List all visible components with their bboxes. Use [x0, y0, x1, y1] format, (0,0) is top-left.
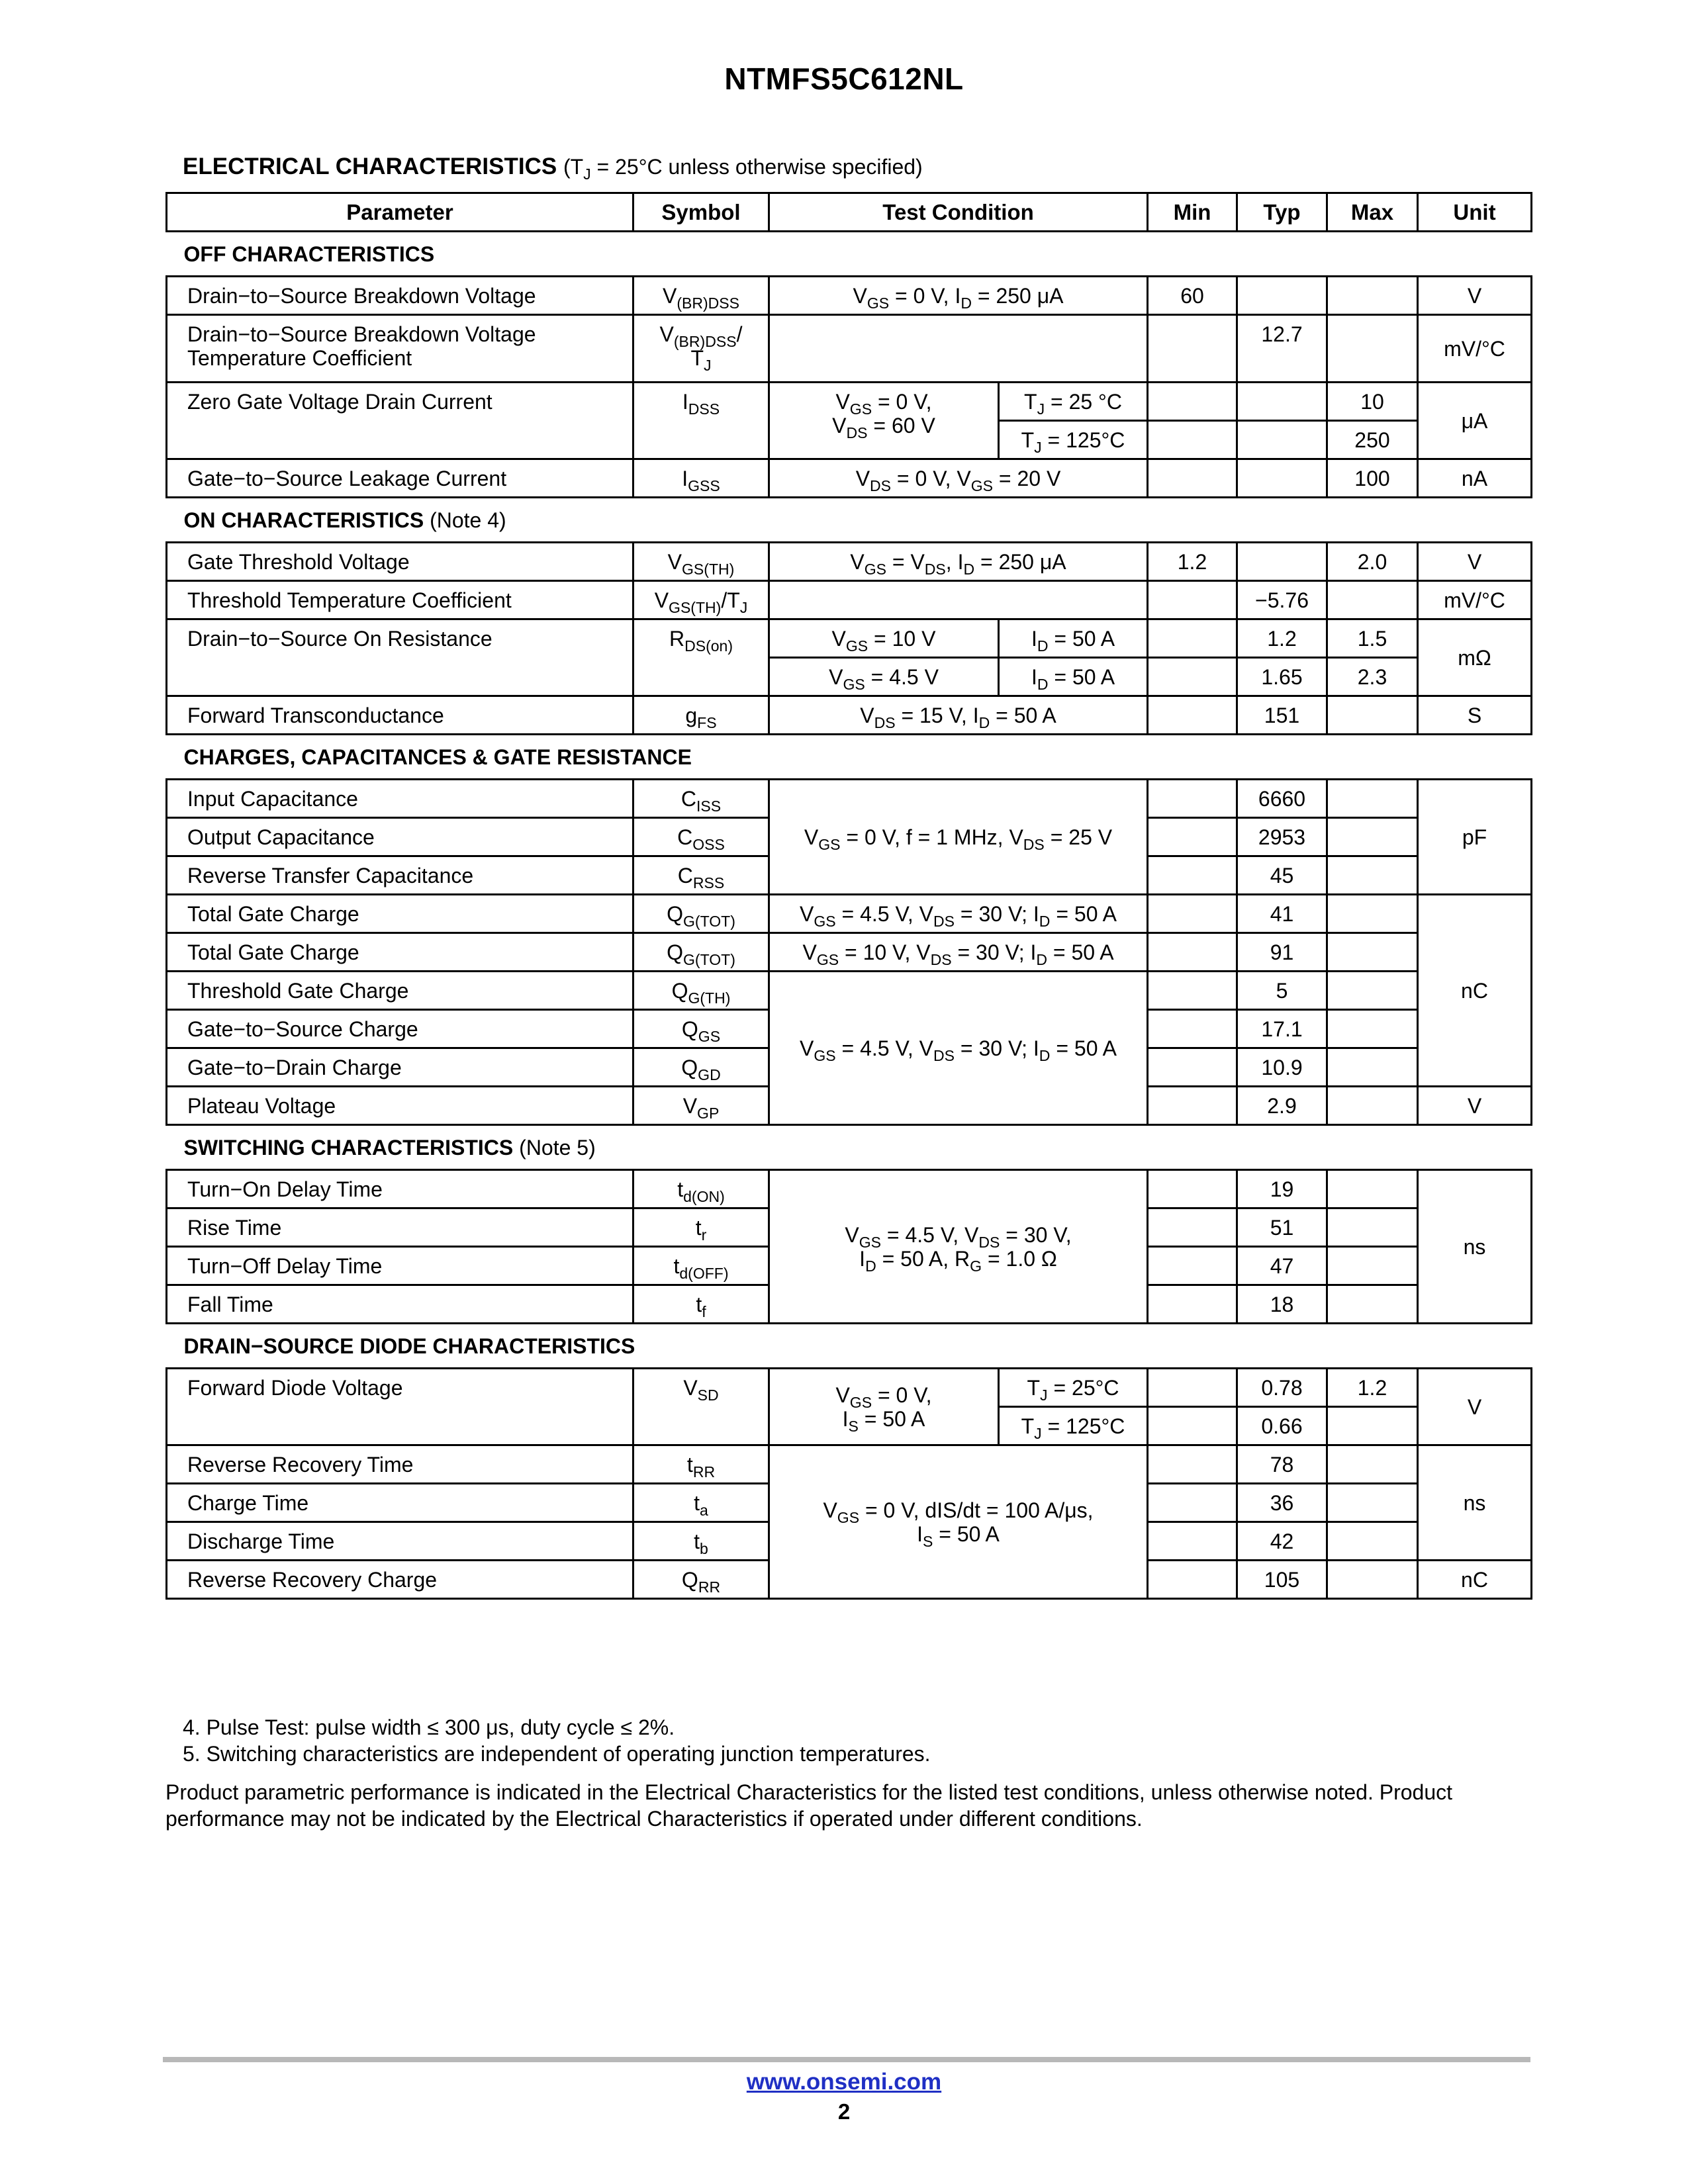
table-row: Fall Time $t_f$ 18 [167, 1285, 1532, 1324]
table-row: Forward Diode Voltage $V_{SD}$ $V_{GS} = 0$ V, $I_S = 50$ A $T_J = 25^\circ C$ 0.78 1.2 V [167, 1369, 1532, 1407]
symbol-cell: $V_{GP}$ [633, 1087, 769, 1125]
table-row: Drain−to−Source Breakdown Voltage Temperature Coefficient $V_{(BR)DSS}/$ $T_J$ 12.7 mV/°C [167, 315, 1532, 383]
symbol-cell: $V_{(BR)DSS}/$ $T_J$ [633, 315, 769, 383]
test-condition-cell: $V_{GS} = 4.5$ V, $V_{DS} = 30$ V, $I_D = 50$ A, $R_G = 1.0$ Ω [769, 1170, 1148, 1324]
symbol-cell: $Q_{G(TOT)}$ [633, 895, 769, 933]
footnote-4: 4. Pulse Test: pulse width ≤ 300 μs, duty cycle ≤ 2%. [183, 1715, 675, 1739]
table-row: Threshold Temperature Coefficient $V_{GS(TH)}/T_J$ −5.76 mV/°C [167, 581, 1532, 619]
heading-condition: ($T_J = 25^\circ C$ unless otherwise specified) [563, 155, 923, 183]
test-condition-cell: $V_{GS} = 0$ V, $I_S = 50$ A [769, 1369, 999, 1445]
column-header-min: Min [1148, 193, 1237, 232]
section-off-characteristics: OFF CHARACTERISTICS [167, 232, 1532, 277]
website-link[interactable]: www.onsemi.com [746, 2069, 942, 2095]
symbol-cell: $C_{OSS}$ [633, 818, 769, 856]
column-header-unit: Unit [1418, 193, 1532, 232]
symbol-cell: $Q_{G(TOT)}$ [633, 933, 769, 972]
table-row: Gate−to−Source Leakage Current $I_{GSS}$ $V_{DS} = 0$ V, $V_{GS} = 20$ V 100 nA [167, 459, 1532, 498]
symbol-cell: $t_b$ [633, 1522, 769, 1561]
symbol-cell: $V_{SD}$ [633, 1369, 769, 1445]
test-condition-cell: $V_{GS} = 4.5$ V [769, 658, 999, 696]
symbol-cell: $t_r$ [633, 1208, 769, 1247]
table-row: Discharge Time $t_b$ 42 [167, 1522, 1532, 1561]
test-condition-cell: $V_{GS} = 10$ V [769, 619, 999, 658]
symbol-cell: $V_{GS(TH)}/T_J$ [633, 581, 769, 619]
table-row: Rise Time $t_r$ 51 [167, 1208, 1532, 1247]
table-row: Drain−to−Source Breakdown Voltage $V_{(BR)DSS}$ $V_{GS} = 0$ V, $I_D = 250$ μA 60 V [167, 277, 1532, 315]
test-condition-cell: $V_{DS} = 15$ V, $I_D = 50$ A [769, 696, 1148, 735]
section-charges-capacitances: CHARGES, CAPACITANCES & GATE RESISTANCE [167, 735, 1532, 780]
symbol-cell: $Q_{GS}$ [633, 1010, 769, 1048]
symbol-cell: $t_{d(ON)}$ [633, 1170, 769, 1208]
symbol-cell: $C_{RSS}$ [633, 856, 769, 895]
footnotes [183, 1714, 931, 1767]
symbol-cell: $V_{(BR)DSS}$ [633, 277, 769, 315]
symbol-cell: $I_{DSS}$ [633, 383, 769, 459]
test-condition-cell: $V_{GS} = 0$ V, $I_D = 250$ μA [769, 277, 1148, 315]
symbol-cell: $I_{GSS}$ [633, 459, 769, 498]
table-row: Charge Time $t_a$ 36 [167, 1484, 1532, 1522]
symbol-cell: $V_{GS(TH)}$ [633, 543, 769, 581]
table-row: $T_J = 125^\circ C$ 250 [167, 421, 1532, 459]
symbol-cell: $t_{d(OFF)}$ [633, 1247, 769, 1285]
section-on-characteristics: ON CHARACTERISTICS (Note 4) [167, 498, 1532, 543]
column-header-typ: Typ [1237, 193, 1327, 232]
test-condition-cell: $V_{GS} = 4.5$ V, $V_{DS} = 30$ V; $I_D = 50$ A [769, 895, 1148, 933]
table-row: Input Capacitance $C_{ISS}$ $V_{GS} = 0$ V, f = 1 MHz, $V_{DS} = 25$ V 6660 pF [167, 780, 1532, 818]
symbol-cell: $C_{ISS}$ [633, 780, 769, 818]
column-header-max: Max [1327, 193, 1418, 232]
document-title: NTMFS5C612NL [724, 62, 964, 96]
table-row: Drain−to−Source On Resistance $R_{DS(on)}$ $V_{GS} = 10$ V $I_D = 50$ A 1.2 1.5 mΩ [167, 619, 1532, 658]
table-row: Threshold Gate Charge $Q_{G(TH)}$ $V_{GS} = 4.5$ V, $V_{DS} = 30$ V; $I_D = 50$ A 5 [167, 972, 1532, 1010]
table-row: Total Gate Charge $Q_{G(TOT)}$ $V_{GS} = 4.5$ V, $V_{DS} = 30$ V; $I_D = 50$ A 41 nC [167, 895, 1532, 933]
table-row: Total Gate Charge $Q_{G(TOT)}$ $V_{GS} = 10$ V, $V_{DS} = 30$ V; $I_D = 50$ A 91 [167, 933, 1532, 972]
symbol-cell: $t_{RR}$ [633, 1445, 769, 1484]
table-row: Reverse Recovery Charge $Q_{RR}$ 105 nC [167, 1561, 1532, 1599]
symbol-cell: $Q_{RR}$ [633, 1561, 769, 1599]
column-header-test-condition: Test Condition [769, 193, 1148, 232]
table-row: Zero Gate Voltage Drain Current $I_{DSS}$ $V_{GS} = 0$ V, $V_{DS} = 60$ V $T_J = 25$ °C 10 μA [167, 383, 1532, 421]
table-row: Gate−to−Source Charge $Q_{GS}$ 17.1 [167, 1010, 1532, 1048]
table-header-row [167, 193, 1532, 232]
table-row: Gate Threshold Voltage $V_{GS(TH)}$ $V_{GS} = V_{DS}$, $I_D = 250$ μA 1.2 2.0 V [167, 543, 1532, 581]
section-diode-characteristics: DRAIN−SOURCE DIODE CHARACTERISTICS [167, 1324, 1532, 1369]
table-row: $V_{GS} = 4.5$ V $I_D = 50$ A 1.65 2.3 [167, 658, 1532, 696]
footer-divider [163, 2057, 1530, 2062]
table-row: Turn−Off Delay Time $t_{d(OFF)}$ 47 [167, 1247, 1532, 1285]
table-row: Plateau Voltage $V_{GP}$ 2.9 V [167, 1087, 1532, 1125]
symbol-cell: $t_f$ [633, 1285, 769, 1324]
symbol-cell: $R_{DS(on)}$ [633, 619, 769, 696]
symbol-cell: $t_a$ [633, 1484, 769, 1522]
test-condition-cell: $V_{GS} = 4.5$ V, $V_{DS} = 30$ V; $I_D = 50$ A [769, 972, 1148, 1125]
table-row: Output Capacitance $C_{OSS}$ 2953 [167, 818, 1532, 856]
electrical-characteristics-heading [183, 154, 923, 183]
table-row: Gate−to−Drain Charge $Q_{GD}$ 10.9 [167, 1048, 1532, 1087]
test-condition-cell: $V_{GS} = 0$ V, f = 1 MHz, $V_{DS} = 25$ V [769, 780, 1148, 895]
test-condition-cell: $V_{GS} = 0$ V, dIS/dt = 100 A/μs, $I_S = 50$ A [769, 1445, 1148, 1599]
symbol-cell: $g_{FS}$ [633, 696, 769, 735]
table-row: $T_J = 125^\circ C$ 0.66 [167, 1407, 1532, 1445]
column-header-parameter: Parameter [167, 193, 633, 232]
column-header-symbol: Symbol [633, 193, 769, 232]
table-row: Turn−On Delay Time $t_{d(ON)}$ $V_{GS} = 4.5$ V, $V_{DS} = 30$ V, $I_D = 50$ A, $R_G = 1.0$ Ω 19 ns [167, 1170, 1532, 1208]
page-number: 2 [837, 2099, 851, 2124]
table-row: Forward Transconductance $g_{FS}$ $V_{DS} = 15$ V, $I_D = 50$ A 151 S [167, 696, 1532, 735]
electrical-characteristics-table [165, 192, 1532, 1600]
table-row: Reverse Recovery Time $t_{RR}$ $V_{GS} = 0$ V, dIS/dt = 100 A/μs, $I_S = 50$ A 78 ns [167, 1445, 1532, 1484]
test-condition-cell: $V_{GS} = 10$ V, $V_{DS} = 30$ V; $I_D = 50$ A [769, 933, 1148, 972]
test-condition-cell: $V_{DS} = 0$ V, $V_{GS} = 20$ V [769, 459, 1148, 498]
footnote-5: 5. Switching characteristics are independent of operating junction temperatures. [183, 1742, 931, 1766]
table-row: Reverse Transfer Capacitance $C_{RSS}$ 45 [167, 856, 1532, 895]
test-condition-cell: $V_{GS} = 0$ V, $V_{DS} = 60$ V [769, 383, 999, 459]
symbol-cell: $Q_{GD}$ [633, 1048, 769, 1087]
section-switching-characteristics: SWITCHING CHARACTERISTICS (Note 5) [167, 1125, 1532, 1170]
test-condition-cell: $V_{GS} = V_{DS}$, $I_D = 250$ μA [769, 543, 1148, 581]
symbol-cell: $Q_{G(TH)}$ [633, 972, 769, 1010]
performance-disclaimer: Product parametric performance is indicated in the Electrical Characteristics for the listed test conditions, unless otherwise noted. Product performance may not be indicated by the Electrical Characteristics if operated under different conditions. [165, 1780, 1453, 1831]
heading-title: ELECTRICAL CHARACTERISTICS [183, 154, 557, 179]
